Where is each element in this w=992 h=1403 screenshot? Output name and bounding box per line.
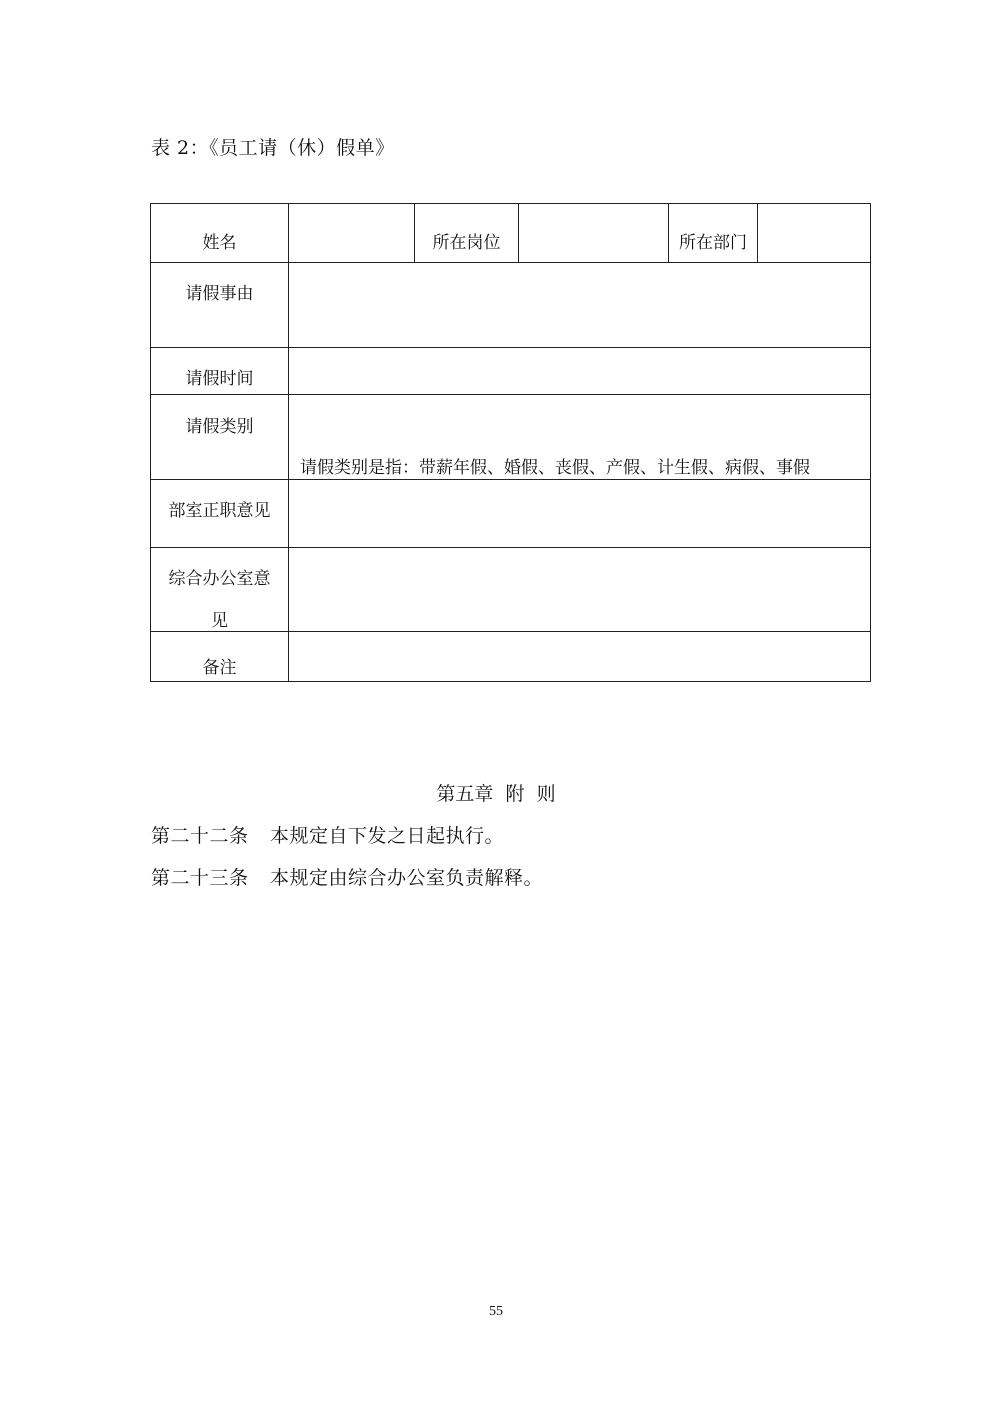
reason-label: 请假事由: [185, 284, 254, 304]
remarks-field[interactable]: [289, 632, 870, 681]
article-number: 第二十三条: [151, 867, 249, 889]
table-caption: 表 2：《员工请（休）假单》: [151, 137, 395, 159]
type-label: 请假类别: [185, 417, 254, 437]
article-number: 第二十二条: [151, 825, 249, 847]
article-text: 本规定自下发之日起执行。: [270, 825, 505, 847]
time-field[interactable]: [289, 348, 870, 394]
name-field[interactable]: [289, 205, 414, 262]
name-label: 姓名: [202, 233, 237, 253]
department-field[interactable]: [758, 205, 870, 262]
chapter-title: 第五章 附 则: [436, 783, 556, 805]
article-text: 本规定由综合办公室负责解释。: [270, 867, 544, 889]
article-22: [151, 821, 504, 848]
position-label: 所在岗位: [432, 233, 501, 253]
page-number: 55: [489, 1304, 503, 1319]
office-opinion-label-line2: 见: [211, 611, 228, 631]
time-label: 请假时间: [185, 369, 254, 389]
dept-head-opinion-label: 部室正职意见: [168, 501, 271, 521]
dept-head-opinion-field[interactable]: [289, 480, 870, 547]
remarks-label: 备注: [202, 658, 237, 678]
office-opinion-label-line1: 综合办公室意: [168, 569, 271, 589]
type-note: 请假类别是指：带薪年假、婚假、丧假、产假、计生假、病假、事假: [300, 458, 810, 478]
article-23: [151, 863, 543, 890]
office-opinion-field[interactable]: [289, 548, 870, 631]
department-label: 所在部门: [679, 233, 747, 253]
position-field[interactable]: [519, 205, 668, 262]
row-divider: [151, 394, 870, 395]
leave-request-form: [150, 203, 871, 682]
reason-field[interactable]: [289, 263, 870, 347]
